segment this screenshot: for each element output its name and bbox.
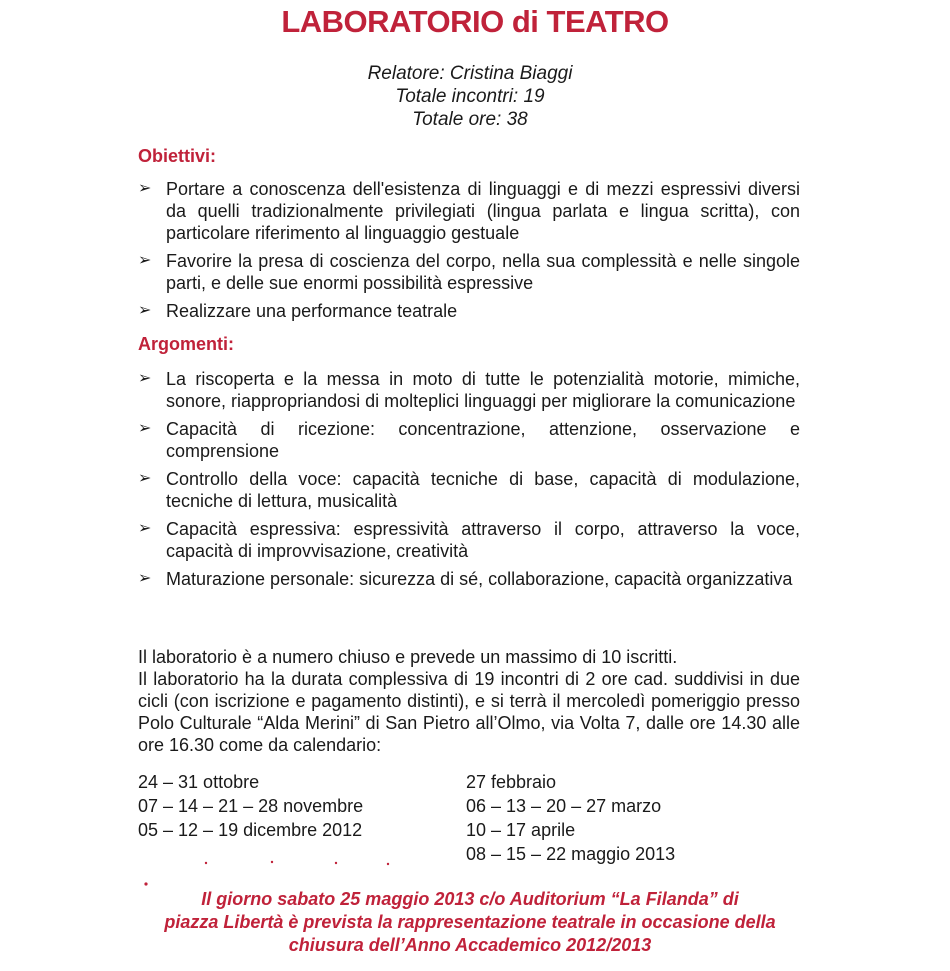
- calendar-date: 06 – 13 – 20 – 27 marzo: [466, 796, 662, 816]
- calendar-date: 10 – 17 aprile: [466, 820, 576, 840]
- list-item: [138, 250, 800, 294]
- relatore-line: Relatore: Cristina Biaggi: [367, 63, 573, 84]
- arrowhead-bullet-icon: ➢: [138, 470, 152, 487]
- arrowhead-bullet-icon: ➢: [138, 520, 152, 537]
- course-meta: [0, 62, 940, 131]
- total-hours-line: Totale ore: 38: [412, 109, 528, 130]
- calendar-date: 24 – 31 ottobre: [138, 772, 260, 792]
- list-item: [138, 300, 800, 322]
- closing-notice-line: chiusura dell’Anno Accademico 2012/2013: [288, 935, 652, 955]
- list-item: [138, 178, 800, 244]
- arrowhead-bullet-icon: ➢: [138, 570, 152, 587]
- calendar-date: 07 – 14 – 21 – 28 novembre: [138, 796, 364, 816]
- calendar-date: 27 febbraio: [466, 772, 557, 792]
- decorative-dots: [138, 858, 398, 888]
- obiettivi-list: [138, 178, 800, 328]
- page-title: LABORATORIO di TEATRO: [281, 4, 669, 39]
- info-max-enrollment: Il laboratorio è a numero chiuso e prevede un massimo di 10 iscritti.: [138, 647, 678, 667]
- list-item-text: La riscoperta e la messa in moto di tutte le potenzialità motorie, mimiche, sonore, riappropriandosi di molteplici linguaggi per migliorare la comunicazione: [166, 369, 800, 411]
- calendar-date: 08 – 15 – 22 maggio 2013: [466, 844, 676, 864]
- list-item: [138, 368, 800, 412]
- list-item: [138, 418, 800, 462]
- list-item: [138, 568, 800, 590]
- total-meetings-line: Totale incontri: 19: [395, 86, 545, 107]
- list-item-text: Portare a conoscenza dell'esistenza di linguaggi e di mezzi espressivi diversi da quelli tradizionalmente privilegiati (lingua parlata e lingua scritta), con particolare riferimento al linguaggio gestuale: [166, 179, 800, 243]
- arrowhead-bullet-icon: ➢: [138, 420, 152, 437]
- closing-notice-line: Il giorno sabato 25 maggio 2013 c/o Auditorium “La Filanda” di: [201, 889, 739, 909]
- calendar-date: 05 – 12 – 19 dicembre 2012: [138, 820, 363, 840]
- arrowhead-bullet-icon: ➢: [138, 252, 152, 269]
- list-item-text: Capacità di ricezione: concentrazione, attenzione, osservazione e comprensione: [166, 419, 800, 461]
- arrowhead-bullet-icon: ➢: [138, 370, 152, 387]
- obiettivi-heading: Obiettivi:: [138, 146, 217, 166]
- calendar-second-cycle: [466, 770, 675, 866]
- list-item-text: Capacità espressiva: espressività attraverso il corpo, attraverso la voce, capacità di improvvisazione, creatività: [166, 519, 800, 561]
- argomenti-list: [138, 368, 800, 596]
- list-item: [138, 518, 800, 562]
- arrowhead-bullet-icon: ➢: [138, 302, 152, 319]
- argomenti-heading: Argomenti:: [138, 334, 234, 354]
- calendar-first-cycle: [138, 770, 363, 842]
- list-item-text: Realizzare una performance teatrale: [166, 301, 458, 321]
- closing-notice-line: piazza Libertà è prevista la rappresentazione teatrale in occasione della: [164, 912, 776, 932]
- info-schedule: Il laboratorio ha la durata complessiva di 19 incontri di 2 ore cad. suddivisi in due cicli (con iscrizione e pagamento distinti), e si terrà il mercoledì pomeriggio presso Polo Culturale “Alda Merini” di San Pietro all’Olmo, via Volta 7, dalle ore 14.30 alle ore 16.30 come da calendario:: [138, 669, 800, 755]
- list-item-text: Controllo della voce: capacità tecniche di base, capacità di modulazione, tecniche di lettura, musicalità: [166, 469, 800, 511]
- list-item-text: Maturazione personale: sicurezza di sé, collaborazione, capacità organizzativa: [166, 569, 793, 589]
- list-item: [138, 468, 800, 512]
- list-item-text: Favorire la presa di coscienza del corpo, nella sua complessità e nelle singole parti, e delle sue enormi possibilità espressive: [166, 251, 800, 293]
- arrowhead-bullet-icon: ➢: [138, 180, 152, 197]
- info-paragraphs: [138, 646, 800, 756]
- closing-notice: [0, 888, 940, 957]
